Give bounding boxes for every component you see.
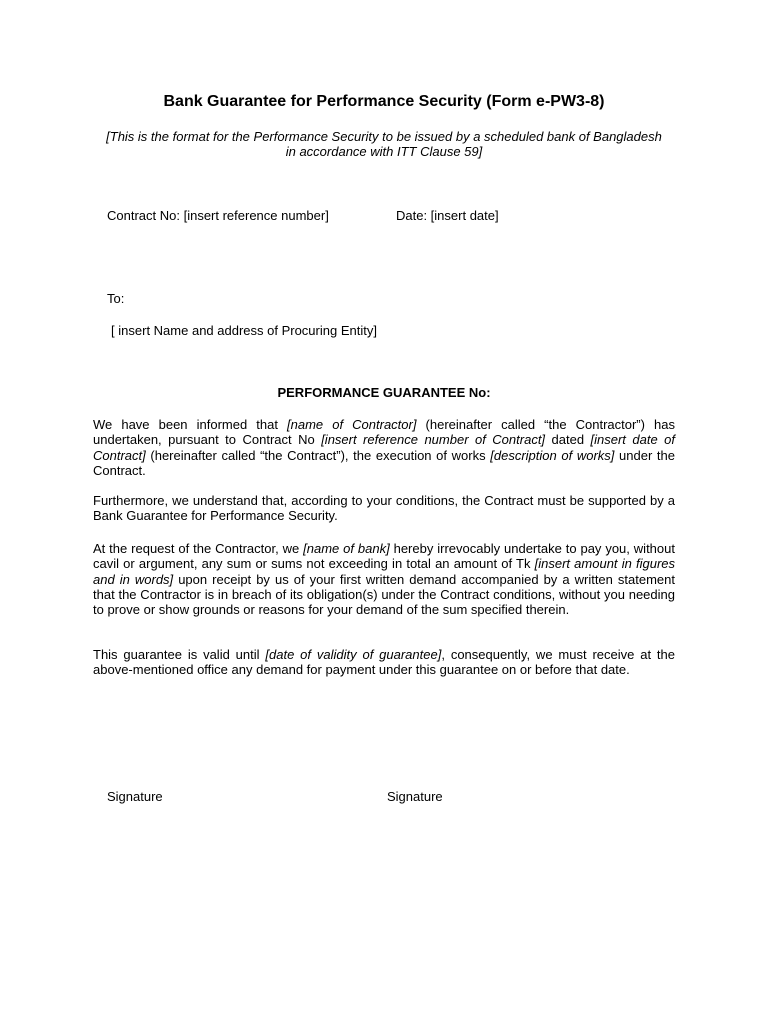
p4-text-1: This guarantee is valid until xyxy=(93,647,266,662)
paragraph-validity xyxy=(93,647,675,678)
paragraph-contractor-info xyxy=(93,417,675,478)
p3-bank-placeholder: [name of bank] xyxy=(303,541,390,556)
p1-text-2: (hereinafter called “the Contractor”) has undertaken, pursuant to Contract No xyxy=(93,417,676,448)
p4-text-2: , consequently, we must receive at the above-mentioned office any demand for payment under this guarantee on or before that date. xyxy=(93,647,675,678)
p3-text-1: At the request of the Contractor, we xyxy=(93,541,304,556)
p4-validity-placeholder: [date of validity of guarantee] xyxy=(265,647,442,662)
p1-contract-date-placeholder: [insert date of Contract] xyxy=(93,432,675,463)
recipient-address: [ insert Name and address of Procuring Entity] xyxy=(111,323,377,338)
date-field: Date: [insert date] xyxy=(396,208,499,223)
guarantee-heading: PERFORMANCE GUARANTEE No: xyxy=(277,385,491,400)
signature-right: Signature xyxy=(387,789,443,804)
p1-contract-ref-placeholder: [insert reference number of Contract] xyxy=(321,432,546,448)
p1-text-5: under the Contract. xyxy=(93,447,676,478)
p1-works-placeholder: [description of works] xyxy=(490,447,615,463)
to-label: To: xyxy=(107,291,125,306)
document-subtitle: [This is the format for the Performance Security to be issued by a scheduled bank of Bangladesh in accordance with ITT Clause 59] xyxy=(106,129,662,160)
document-title: Bank Guarantee for Performance Security (Form e-PW3-8) xyxy=(163,93,605,110)
p1-text-1: We have been informed that xyxy=(93,417,288,432)
paragraph-undertaking xyxy=(93,541,675,617)
signature-left: Signature xyxy=(107,789,163,804)
p1-contractor-placeholder: [name of Contractor] xyxy=(287,417,417,432)
p1-text-3: dated xyxy=(545,432,591,448)
paragraph-conditions: Furthermore, we understand that, according to your conditions, the Contract must be supported by a Bank Guarantee for Performance Security. xyxy=(93,493,675,524)
p3-text-3: upon receipt by us of your first written demand accompanied by a written statement that the Contractor is in breach of its obligation(s) under the Contract conditions, without you needing to prove or show grounds or reasons for your demand of the sum specified therein. xyxy=(93,571,676,618)
contract-number-field: Contract No: [insert reference number] xyxy=(107,208,329,223)
p3-amount-placeholder: [insert amount in figures and in words] xyxy=(93,556,676,587)
p3-text-2: hereby irrevocably undertake to pay you, without cavil or argument, any sum or sums not exceeding in total an amount of Tk xyxy=(93,541,675,572)
p1-text-4: (hereinafter called “the Contract”), the execution of works xyxy=(145,447,491,463)
